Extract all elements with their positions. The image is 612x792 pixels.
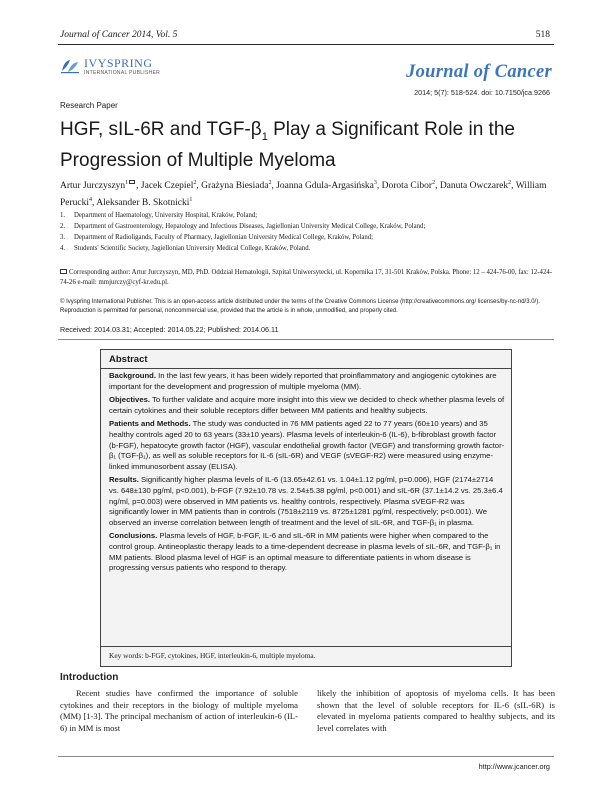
- author: Dorota Cibor: [381, 181, 433, 192]
- author: Danuta Owczarek: [439, 181, 509, 192]
- author: Artur Jurczyszyn: [60, 181, 126, 192]
- affiliation-number: 3.: [60, 234, 66, 241]
- affiliation-item: [60, 221, 560, 232]
- abstract-results: [109, 475, 505, 528]
- title-line1-pre: HGF, sIL-6R and TGF-β: [60, 119, 262, 140]
- affiliation-item: [60, 243, 560, 254]
- article-title: [60, 118, 560, 173]
- author: Jacek Czepiel: [140, 181, 194, 192]
- ivyspring-leaf-icon: [60, 57, 80, 75]
- author: Grażyna Biesiada: [201, 181, 269, 192]
- section-label: Background.: [109, 371, 156, 380]
- mail-icon[interactable]: [129, 180, 135, 185]
- corresponding-author: [60, 268, 560, 288]
- abstract-heading-rule: [101, 368, 511, 369]
- affiliation-item: [60, 210, 560, 221]
- keywords: Key words: b-FGF, cytokines, HGF, interleukin-6, multiple myeloma.: [109, 651, 316, 660]
- dates-rule: [58, 339, 554, 340]
- author-affil-ref: 1: [125, 180, 129, 186]
- citation-doi: 2014; 5(7): 518-524. doi: 10.7150/jca.9266: [414, 88, 550, 97]
- header-rule: [58, 44, 554, 45]
- author-list: Artur Jurczyszyn$^1$ , Jacek Czepiel$^2$, Grażyna Biesiada$^2$, Joanna Gdula-Argasińska$^3$, Dorota Cibor$^2$, Danuta Owczarek$^2$, William Perucki$^4$, Aleksander B. Skotnicki$^1$: [60, 180, 547, 208]
- keywords-rule: [101, 646, 511, 647]
- introduction-heading: Introduction: [60, 672, 119, 683]
- affiliation-text: Department of Radioligands, Faculty of Pharmacy, Jagiellonian University Medical College, Kraków, Poland;: [74, 234, 374, 241]
- page-number: 518: [535, 30, 550, 40]
- author-affil-ref: 4: [89, 196, 93, 203]
- section-text: Significantly higher plasma levels of IL-6 (13.65±42.61 vs. 1.04±1.12 pg/ml, p=0.006), HGF (2174±2714 vs. 648±130 pg/ml, p<0.001), b-FGF (7.92±10.78 vs. 2.54±5.38 pg/ml, p<0.001) and sIL-6R (37.1±14.2 vs. 25.3±6.4 ng/ml, p=0.003) were observed in MM patients vs. healthy controls, respectively. Plasma sVEGF-R2 was significantly lower in MM patients than in controls (7518±2119 vs. 8725±1281 pg/ml, respectively; p<0.001). We observed an inverse correlation between length of treatment and the level of sIL-6R, and TGF-β₁ in plasma.: [109, 475, 503, 527]
- publisher-subtitle: INTERNATIONAL PUBLISHER: [84, 70, 161, 76]
- section-text: Plasma levels of HGF, b-FGF, IL-6 and sIL-6R in MM patients were higher when compared to the control group. Antineoplastic therapy leads to a time-dependent decrease in plasma levels of sIL-6R, and TGF-β₁ in MM patients. Blood plasma level of HGF is an optimal measure to differentiate patients in whom disease is progressing versus patients who respond to therapy.: [109, 531, 501, 573]
- author-affil-ref: 3: [373, 180, 377, 186]
- author-affil-ref: 1: [189, 196, 193, 203]
- affiliation-text: Students' Scientific Society, Jagiellonian University Medical College, Kraków, Poland.: [74, 245, 311, 252]
- affiliation-item: [60, 232, 560, 243]
- title-subscript: 1: [261, 130, 268, 143]
- section-text: In the last few years, it has been widely reported that proinflammatory and angiogenic cytokines are important for the development and progression of multiple myeloma (MM).: [109, 371, 497, 391]
- publication-dates: Received: 2014.03.31; Accepted: 2014.05.22; Published: 2014.06.11: [60, 325, 279, 334]
- envelope-icon: [60, 269, 67, 274]
- author: Joanna Gdula-Argasińska: [276, 181, 374, 192]
- abstract-background: [109, 371, 505, 392]
- footer-url-link[interactable]: http://www.jcancer.org: [478, 762, 550, 771]
- abstract-methods: [109, 419, 505, 472]
- corresponding-text: Corresponding author: Artur Jurczyszyn, MD, PhD. Oddział Hematologii, Szpital Uniwersytecki, ul. Kopernika 17, 31-501 Kraków, Polska. Phone: 12 – 424-76-00, fax: 12-424-74-26 e-mail: mmjurczy@cyf-kr.edu.pl.: [60, 269, 553, 286]
- author: Aleksander B. Skotnicki: [96, 197, 190, 208]
- affiliation-number: 2.: [60, 223, 66, 230]
- section-label: Patients and Methods.: [109, 419, 191, 429]
- publisher-logo[interactable]: [60, 55, 190, 85]
- author: William Perucki: [60, 181, 547, 208]
- affiliation-text: Department of Gastroenterology, Hepatology and Infectious Diseases, Jagiellonian University Medical College, Kraków, Poland;: [74, 223, 426, 230]
- title-line1-post: Play a Significant Role in the: [267, 119, 515, 140]
- section-label: Results.: [109, 475, 139, 485]
- author-affil-ref: 2: [432, 180, 436, 186]
- abstract-heading: Abstract: [109, 354, 148, 365]
- license-statement: © Ivyspring International Publisher. This is an open-access article distributed under the terms of the Creative Commons License (http://creativecommons.org/ licenses/by-nc-nd/3.0/). Reproduction is permitted for personal, noncommercial use, provided that the article is in whole, unmodified, and properly cited.: [60, 299, 540, 314]
- affiliation-text: Department of Haematology, University Hospital, Kraków, Poland;: [74, 212, 258, 219]
- introduction-left-column: Recent studies have confirmed the importance of soluble cytokines and their receptors in the biology of multiple myeloma (MM) [1-3]. The principal mechanism of action of interleukin-6 (IL-6) in MM is most: [60, 688, 298, 733]
- section-label: Objectives.: [109, 395, 151, 405]
- abstract-body: [109, 371, 505, 577]
- abstract-conclusions: [109, 531, 505, 573]
- affiliations: [60, 210, 560, 254]
- affiliation-number: 4.: [60, 245, 66, 252]
- abstract-box: [100, 349, 512, 667]
- author-affil-ref: 2: [193, 180, 197, 186]
- affiliation-number: 1.: [60, 212, 66, 219]
- title-line2: Progression of Multiple Myeloma: [60, 149, 336, 171]
- paper-type: Research Paper: [60, 101, 118, 110]
- abstract-objectives: [109, 395, 505, 416]
- section-text: The study was conducted in 76 MM patients aged 22 to 77 years (60±10 years) and 35 healthy controls aged 20 to 63 years (33±10 years). Plasma levels of interleukin-6 (IL-6), b-fibroblast growth factor (b-FGF), hepatocyte growth factor (HGF), vascular endothelial growth factor (VEGF) and transforming growth factor-β₁ (TGF-β₁), as well as soluble receptors for IL-6 (sIL-6R) and VEGF (sVEGF-R2) were measured using enzyme-linked immunosorbent assay (ELISA).: [109, 419, 505, 471]
- footer-rule: [58, 756, 554, 757]
- publisher-name: IVYSPRING: [84, 56, 153, 70]
- section-text: To further validate and acquire more insight into this view we decided to check whether plasma levels of certain cytokines and their soluble receptors differ between MM patients and healthy subjects.: [109, 395, 505, 415]
- introduction-right-column: likely the inhibition of apoptosis of myeloma cells. It has been shown that the level of soluble receptors for IL-6 (sIL-6R) is elevated in myeloma patients compared to healthy subjects, and its level correlates with: [317, 688, 555, 733]
- section-label: Conclusions.: [109, 531, 158, 541]
- running-header-journal: Journal of Cancer 2014, Vol. 5: [60, 30, 178, 40]
- journal-logo[interactable]: Journal of Cancer: [406, 62, 552, 82]
- author-affil-ref: 2: [268, 180, 272, 186]
- author-affil-ref: 2: [508, 180, 512, 186]
